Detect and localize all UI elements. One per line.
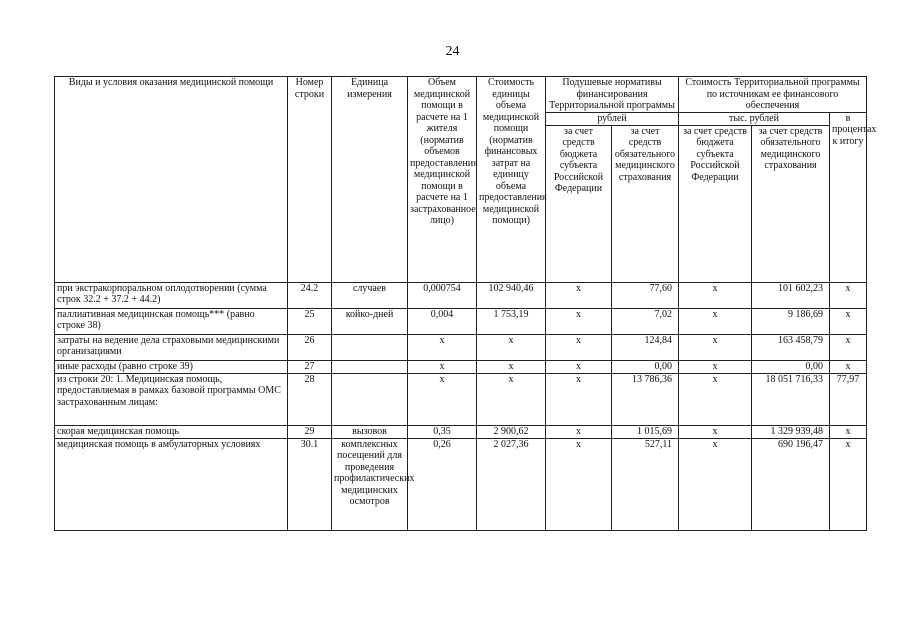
row-number: 30.1 (288, 438, 332, 530)
row-c6: х (546, 425, 612, 438)
row-cost: 2 027,36 (477, 438, 546, 530)
row-c8: х (679, 334, 752, 360)
row-volume: х (408, 360, 477, 373)
row-unit (332, 334, 408, 360)
row-cost: х (477, 373, 546, 425)
row-name: при экстракорпоральном оплодотворении (сумма строк 32.2 + 37.2 + 44.2) (55, 282, 288, 308)
row-c6: х (546, 282, 612, 308)
row-name: затраты на ведение дела страховыми медицинскими организациями (55, 334, 288, 360)
row-cost: х (477, 334, 546, 360)
row-name: из строки 20: 1. Медицинская помощь, предоставляемая в рамках базовой программы ОМС застрахованным лицам: (55, 373, 288, 425)
table-row (55, 425, 867, 438)
row-number: 27 (288, 360, 332, 373)
row-c9: 163 458,79 (752, 334, 830, 360)
row-number: 24.2 (288, 282, 332, 308)
row-c9: 9 186,69 (752, 308, 830, 334)
row-unit: койко-дней (332, 308, 408, 334)
row-c9: 1 329 939,48 (752, 425, 830, 438)
row-cost: 102 940,46 (477, 282, 546, 308)
row-c6: х (546, 360, 612, 373)
table-row (55, 308, 867, 334)
row-number: 28 (288, 373, 332, 425)
row-c6: х (546, 334, 612, 360)
header-budget: за счет средств бюджета субъекта Российской Федерации (546, 125, 612, 282)
header-per-capita: Подушевые нормативы финансирования Территориальной программы (546, 77, 679, 113)
row-c10: х (830, 334, 867, 360)
page-number: 24 (445, 44, 460, 59)
row-unit (332, 360, 408, 373)
row-c7: 7,02 (612, 308, 679, 334)
row-volume: 0,26 (408, 438, 477, 530)
row-c10: х (830, 308, 867, 334)
row-c9: 690 196,47 (752, 438, 830, 530)
financing-table (54, 76, 877, 531)
row-unit (332, 373, 408, 425)
row-c10: х (830, 438, 867, 530)
row-c8: х (679, 438, 752, 530)
header-percent: в процентах к итогу (830, 112, 867, 282)
row-c7: 77,60 (612, 282, 679, 308)
row-name: иные расходы (равно строке 39) (55, 360, 288, 373)
row-c9: 18 051 716,33 (752, 373, 830, 425)
row-number: 25 (288, 308, 332, 334)
row-c7: 1 015,69 (612, 425, 679, 438)
table-row (55, 282, 867, 308)
row-unit: случаев (332, 282, 408, 308)
row-unit: вызовов (332, 425, 408, 438)
table-row (55, 334, 867, 360)
header-row-number: Номер строки (288, 77, 332, 283)
row-c7: 124,84 (612, 334, 679, 360)
row-c7: 13 786,36 (612, 373, 679, 425)
row-volume: х (408, 334, 477, 360)
row-c10: х (830, 282, 867, 308)
row-c9: 0,00 (752, 360, 830, 373)
header-volume: Объем медицинской помощи в расчете на 1 жителя (норматив объемов предоставления медицинской помощи в расчете на 1 застрахованное лицо) (408, 77, 477, 283)
table-row (55, 373, 867, 425)
row-cost: х (477, 360, 546, 373)
row-number: 29 (288, 425, 332, 438)
row-volume: 0,35 (408, 425, 477, 438)
row-name: скорая медицинская помощь (55, 425, 288, 438)
row-c9: 101 602,23 (752, 282, 830, 308)
header-oms-thousand: за счет средств обязательного медицинского страхования (752, 125, 830, 282)
row-c10: х (830, 425, 867, 438)
row-name: паллиативная медицинская помощь*** (равно строке 38) (55, 308, 288, 334)
row-c8: х (679, 425, 752, 438)
row-cost: 1 753,19 (477, 308, 546, 334)
row-c10: х (830, 360, 867, 373)
header-budget-thousand: за счет средств бюджета субъекта Российской Федерации (679, 125, 752, 282)
header-oms: за счет средств обязательного медицинского страхования (612, 125, 679, 282)
row-c10: 77,97 (830, 373, 867, 425)
row-volume: 0,000754 (408, 282, 477, 308)
row-volume: 0,004 (408, 308, 477, 334)
table-row (55, 360, 867, 373)
row-number: 26 (288, 334, 332, 360)
row-name: медицинская помощь в амбулаторных условиях (55, 438, 288, 530)
row-unit: комплексных посещений для проведения профилактических медицинских осмотров (332, 438, 408, 530)
header-program-cost: Стоимость Территориальной программы по источникам ее финансового обеспечения (679, 77, 867, 113)
row-c6: х (546, 373, 612, 425)
row-c6: х (546, 308, 612, 334)
header-rubles: рублей (546, 112, 679, 125)
row-c8: х (679, 373, 752, 425)
row-c8: х (679, 308, 752, 334)
row-c6: х (546, 438, 612, 530)
header-unit: Единица измерения (332, 77, 408, 283)
header-kind: Виды и условия оказания медицинской помощи (55, 77, 288, 283)
row-c8: х (679, 360, 752, 373)
row-cost: 2 900,62 (477, 425, 546, 438)
row-volume: х (408, 373, 477, 425)
row-c7: 0,00 (612, 360, 679, 373)
header-unit-cost: Стоимость единицы объема медицинской помощи (норматив финансовых затрат на единицу объема предоставления медицинской помощи) (477, 77, 546, 283)
header-thousand-rubles: тыс. рублей (679, 112, 830, 125)
row-c8: х (679, 282, 752, 308)
table-row (55, 438, 867, 530)
row-c7: 527,11 (612, 438, 679, 530)
